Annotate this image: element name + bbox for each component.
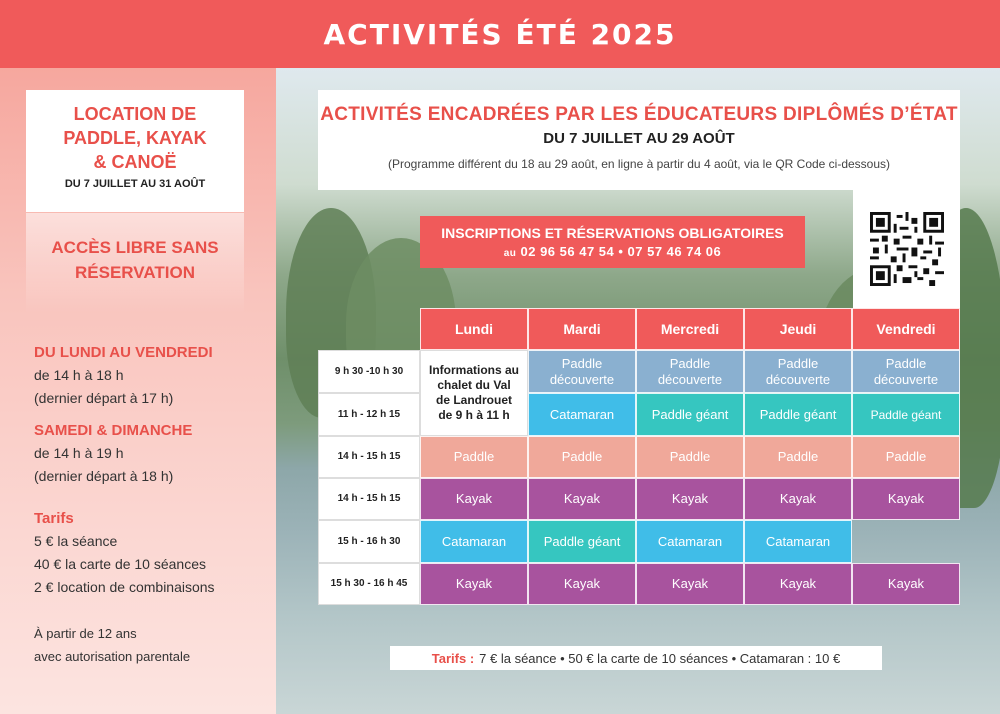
- activity-cell-paddle: Paddle: [420, 436, 528, 478]
- activity-cell-paddle-geant: Paddle géant: [852, 393, 960, 436]
- reservation-title: INSCRIPTIONS ET RÉSERVATIONS OBLIGATOIRES: [441, 225, 784, 241]
- page-title: ACTIVITÉS ÉTÉ 2025: [323, 17, 677, 51]
- tarif-1: 5 € la séance: [34, 533, 118, 549]
- qr-code[interactable]: [853, 190, 960, 308]
- info-line: Informations au: [428, 363, 519, 377]
- info-line: de Landrouet: [435, 393, 512, 407]
- footer-tarifs: [390, 646, 882, 670]
- weekend-last: (dernier départ à 18 h): [34, 468, 174, 484]
- activity-cell-paddle-decouverte: [852, 350, 960, 393]
- activity-cell-paddle: Paddle: [744, 436, 852, 478]
- activity-cell-paddle: Paddle: [528, 436, 636, 478]
- header-title: ACTIVITÉS ENCADRÉES PAR LES ÉDUCATEURS DIPLÔMÉS D’ÉTAT: [320, 104, 958, 125]
- weekday-last: (dernier départ à 17 h): [34, 390, 174, 406]
- free-access-line-1: ACCÈS LIBRE SANS: [51, 238, 219, 257]
- free-access-line-2: RÉSERVATION: [75, 263, 195, 282]
- activity-cell-catamaran: Catamaran: [744, 520, 852, 563]
- activity-cell-kayak: Kayak: [744, 563, 852, 605]
- time-slot: 14 h - 15 h 15: [318, 436, 420, 478]
- time-slot: 15 h - 16 h 30: [318, 520, 420, 563]
- activity-label: Paddle: [777, 355, 819, 371]
- tarifs-heading: Tarifs: [34, 510, 74, 527]
- activity-cell-paddle-decouverte: [744, 350, 852, 393]
- weekend-schedule: [34, 419, 192, 488]
- activity-label: Paddle: [561, 355, 603, 371]
- activity-cell-paddle-geant: Paddle géant: [744, 393, 852, 436]
- activity-cell-kayak: Kayak: [420, 478, 528, 520]
- weekend-hours: de 14 h à 19 h: [34, 445, 124, 461]
- time-slot: 11 h - 12 h 15: [318, 393, 420, 436]
- activity-label: découverte: [549, 371, 615, 387]
- top-banner: [0, 0, 1000, 68]
- age-note-2: avec autorisation parentale: [34, 649, 191, 664]
- weekday-heading: DU LUNDI AU VENDREDI: [34, 344, 213, 361]
- header-card: [318, 90, 960, 190]
- time-slot: 14 h - 15 h 15: [318, 478, 420, 520]
- rental-title-1: LOCATION DE: [73, 104, 197, 124]
- activity-label: Paddle: [885, 355, 927, 371]
- rental-title-3: & CANOË: [93, 152, 177, 172]
- activity-cell-kayak: Kayak: [528, 478, 636, 520]
- activity-cell-kayak: Kayak: [636, 478, 744, 520]
- activity-cell-paddle-geant: Paddle géant: [528, 520, 636, 563]
- time-slot: 9 h 30 -10 h 30: [318, 350, 420, 393]
- reservation-phones: [420, 244, 805, 259]
- weekend-heading: SAMEDI & DIMANCHE: [34, 422, 193, 439]
- left-column: [0, 68, 276, 714]
- free-access: [26, 213, 244, 313]
- day-header-mercredi: Mercredi: [636, 308, 744, 350]
- info-line: chalet du Val: [437, 378, 511, 392]
- rental-dates: DU 7 JUILLET AU 31 AOÛT: [64, 178, 206, 190]
- activity-cell-paddle-geant: Paddle géant: [636, 393, 744, 436]
- activity-cell-paddle-decouverte: [528, 350, 636, 393]
- activity-label: découverte: [657, 371, 723, 387]
- day-header-vendredi: Vendredi: [852, 308, 960, 350]
- reservation-banner: [420, 216, 805, 268]
- activity-cell-paddle-decouverte: [636, 350, 744, 393]
- phone-numbers[interactable]: 02 96 56 47 54 • 07 57 46 74 06: [520, 244, 722, 259]
- rental-title-2: PADDLE, KAYAK: [63, 128, 207, 148]
- activity-cell-catamaran: Catamaran: [420, 520, 528, 563]
- header-dates: DU 7 JUILLET AU 29 AOÛT: [543, 130, 735, 147]
- left-tarifs: [34, 507, 215, 599]
- activity-cell-catamaran: Catamaran: [528, 393, 636, 436]
- activity-cell-paddle: Paddle: [852, 436, 960, 478]
- activity-label: découverte: [873, 371, 939, 387]
- age-note: [34, 622, 190, 668]
- info-cell: [420, 350, 528, 436]
- time-slot: 15 h 30 - 16 h 45: [318, 563, 420, 605]
- activity-cell-catamaran: Catamaran: [636, 520, 744, 563]
- activity-cell-paddle: Paddle: [636, 436, 744, 478]
- day-header-jeudi: Jeudi: [744, 308, 852, 350]
- age-note-1: À partir de 12 ans: [34, 626, 137, 641]
- activity-cell-kayak: Kayak: [744, 478, 852, 520]
- footer-tarifs-label: Tarifs :: [431, 650, 475, 666]
- activity-cell-kayak: Kayak: [852, 563, 960, 605]
- activity-cell-kayak: Kayak: [636, 563, 744, 605]
- tarif-3: 2 € location de combinaisons: [34, 579, 215, 595]
- activity-label: Paddle: [669, 355, 711, 371]
- activity-cell-kayak: Kayak: [852, 478, 960, 520]
- weekday-schedule: [34, 341, 213, 410]
- activity-label: découverte: [765, 371, 831, 387]
- info-line: de 9 h à 11 h: [438, 408, 510, 422]
- activity-cell-kayak: Kayak: [420, 563, 528, 605]
- day-header-lundi: Lundi: [420, 308, 528, 350]
- header-note: (Programme différent du 18 au 29 août, en ligne à partir du 4 août, via le QR Code ci-dessous): [387, 157, 891, 171]
- day-header-mardi: Mardi: [528, 308, 636, 350]
- reservation-prefix: au: [503, 248, 517, 259]
- rental-box: [26, 90, 244, 212]
- tarif-2: 40 € la carte de 10 séances: [34, 556, 207, 572]
- activity-cell-kayak: Kayak: [528, 563, 636, 605]
- footer-tarifs-text: 7 € la séance • 50 € la carte de 10 séances • Catamaran : 10 €: [479, 650, 841, 666]
- weekday-hours: de 14 h à 18 h: [34, 367, 124, 383]
- qr-code-icon: [870, 212, 944, 286]
